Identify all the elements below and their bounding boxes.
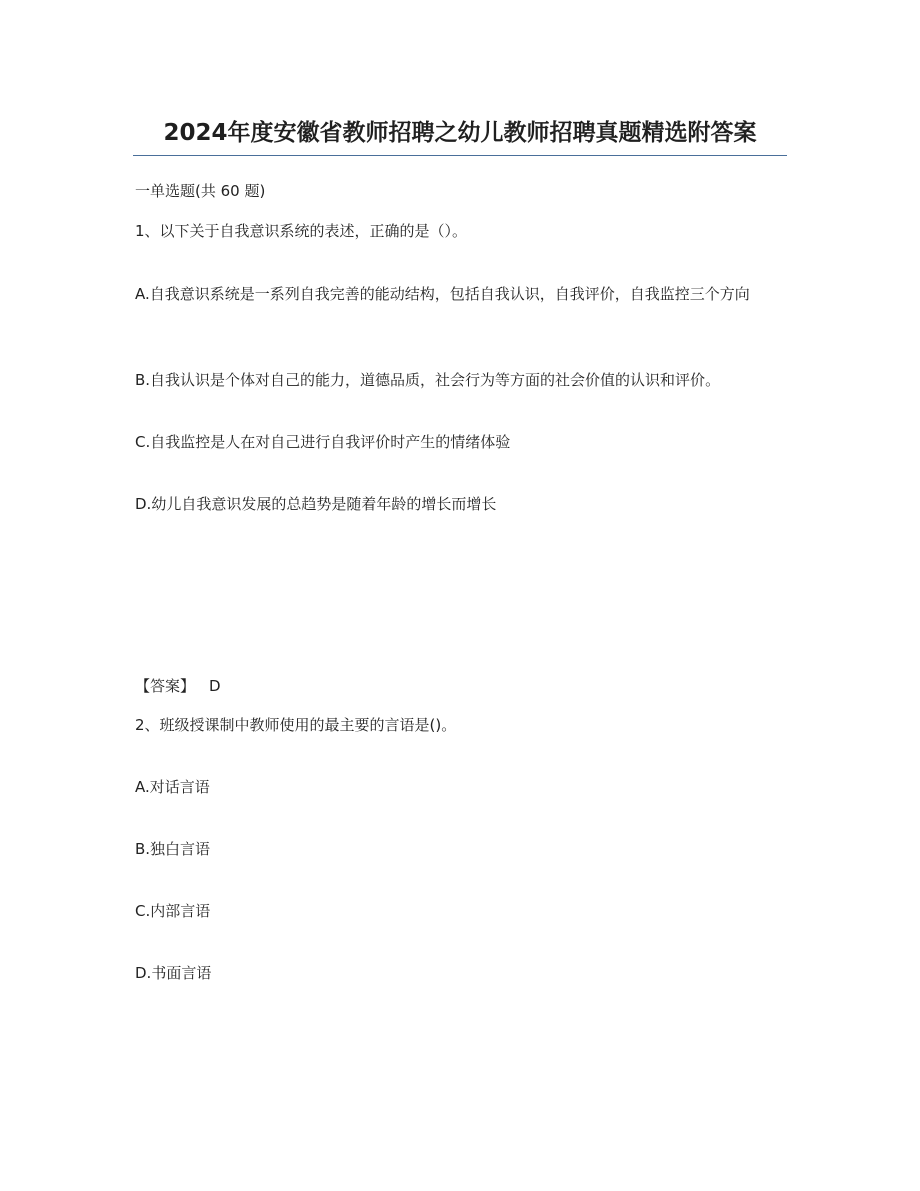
question-1-answer <box>135 675 221 697</box>
answer-value: D <box>209 677 221 695</box>
question-2-option-d: D.书面言语 <box>135 964 212 982</box>
document-title: 2024年度安徽省教师招聘之幼儿教师招聘真题精选附答案 <box>163 120 757 146</box>
question-1-option-a: A.自我意识系统是一系列自我完善的能动结构，包括自我认识，自我评价，自我监控三个方向 <box>135 285 750 303</box>
title-underline <box>133 155 787 156</box>
question-1-option-b: B.自我认识是个体对自己的能力，道德品质，社会行为等方面的社会价值的认识和评价。 <box>135 371 721 389</box>
question-1-option-d: D.幼儿自我意识发展的总趋势是随着年龄的增长而增长 <box>135 495 497 513</box>
question-2-option-b: B.独白言语 <box>135 840 211 858</box>
section-heading: 一单选题(共 60 题) <box>135 182 266 200</box>
question-1-stem: 1、以下关于自我意识系统的表述，正确的是（）。 <box>135 222 468 240</box>
answer-label: 【答案】 <box>135 677 196 695</box>
question-2-option-a: A.对话言语 <box>135 778 210 796</box>
question-2-stem: 2、班级授课制中教师使用的最主要的言语是()。 <box>135 716 457 734</box>
question-2-option-c: C.内部言语 <box>135 902 211 920</box>
question-1-option-c: C.自我监控是人在对自己进行自我评价时产生的情绪体验 <box>135 433 511 451</box>
